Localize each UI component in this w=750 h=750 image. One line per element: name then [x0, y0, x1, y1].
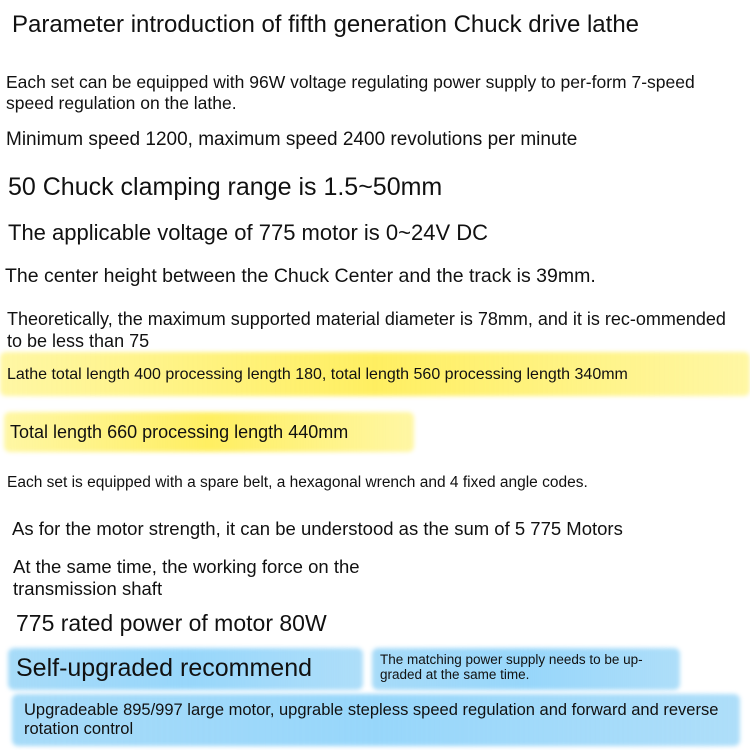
- spec-voltage: The applicable voltage of 775 motor is 0~24V DC: [8, 220, 489, 245]
- spec-rated-power: 775 rated power of motor 80W: [16, 610, 327, 636]
- spec-length-a: Lathe total length 400 processing length 180, total length 560 processing length 340mm: [7, 366, 628, 383]
- upgrade-detail: Upgradeable 895/997 large motor, upgrable stepless speed regulation and forward and reverse rotation control: [24, 701, 719, 738]
- page-title: Parameter introduction of fifth generation Chuck drive lathe: [12, 11, 640, 38]
- spec-length-b: Total length 660 processing length 440mm: [10, 422, 349, 442]
- spec-accessories: Each set is equipped with a spare belt, a hexagonal wrench and 4 fixed angle codes.: [7, 474, 588, 491]
- spec-power-supply: Each set can be equipped with 96W voltage regulating power supply to per-form 7-speed speed regulation on the lathe.: [6, 72, 695, 113]
- spec-center-height: The center height between the Chuck Center and the track is 39mm.: [5, 265, 596, 287]
- upgrade-heading: Self-upgraded recommend: [16, 654, 312, 682]
- spec-motor-strength: As for the motor strength, it can be understood as the sum of 5 775 Motors: [12, 518, 623, 539]
- spec-working-force: At the same time, the working force on the transmission shaft: [13, 556, 360, 599]
- spec-clamping-range: 50 Chuck clamping range is 1.5~50mm: [8, 173, 443, 201]
- spec-max-diameter: Theoretically, the maximum supported material diameter is 78mm, and it is rec-ommended to be less than 75: [7, 309, 726, 351]
- spec-speed-range: Minimum speed 1200, maximum speed 2400 revolutions per minute: [6, 129, 578, 150]
- upgrade-note: The matching power supply needs to be up-graded at the same time.: [380, 652, 643, 682]
